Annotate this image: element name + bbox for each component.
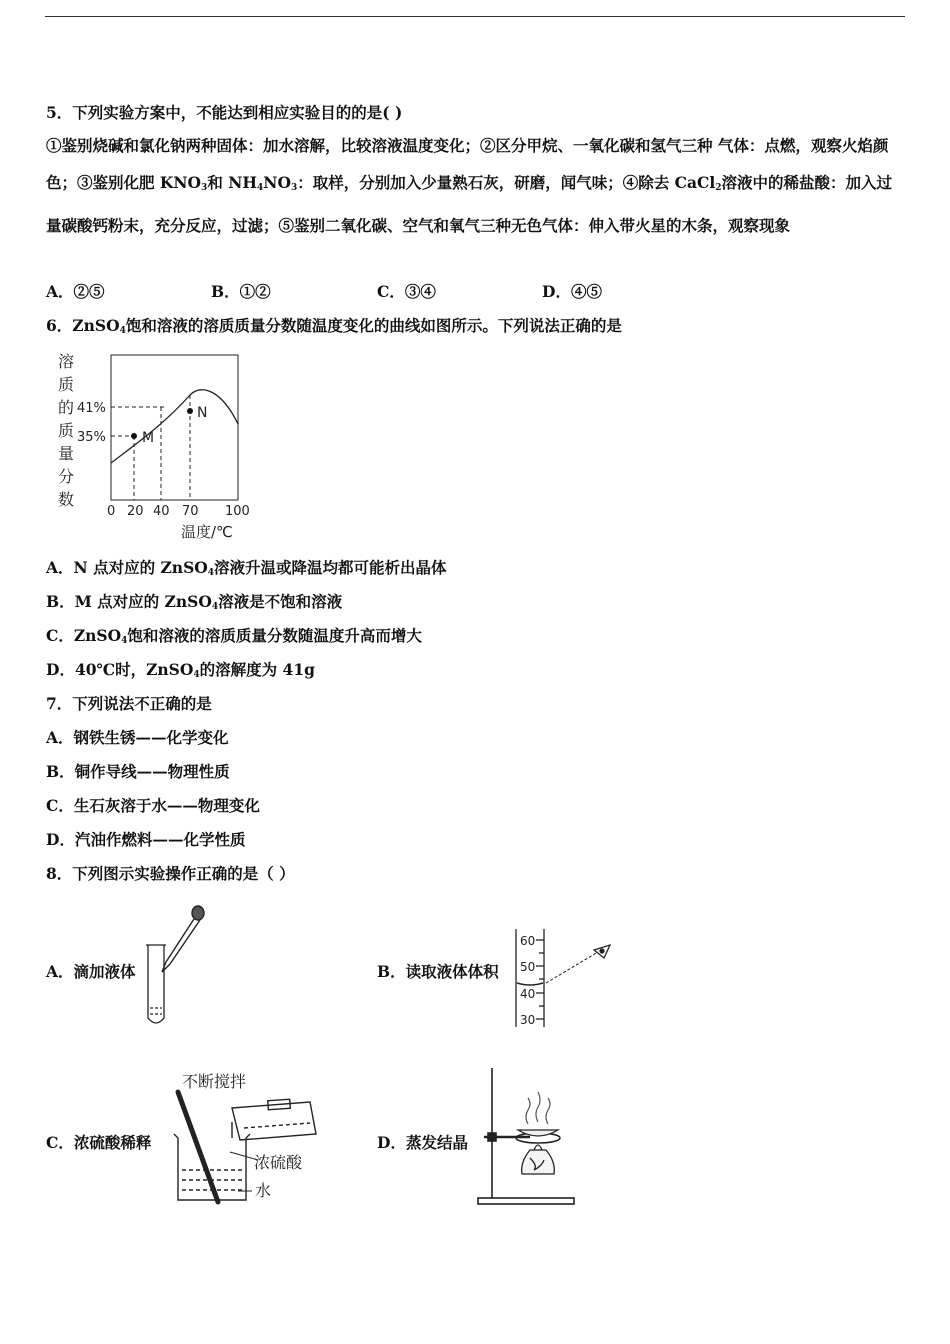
test-tube-icon <box>146 945 166 1023</box>
tick-50: 50 <box>520 960 536 974</box>
acid-bottle-icon <box>232 1099 316 1140</box>
q7-option-b: B．铜作导线——物理性质 <box>46 762 230 781</box>
point-m <box>131 433 137 439</box>
q7-option-a: A．钢铁生锈——化学变化 <box>46 728 229 747</box>
solubility-curve <box>111 390 238 463</box>
alcohol-lamp-icon <box>522 1145 555 1174</box>
x-tick-0: 0 <box>107 504 116 519</box>
iron-stand-icon <box>478 1068 574 1204</box>
y-axis-label <box>58 352 74 509</box>
q6-option-d: D．40℃时，ZnSO$_4$的溶解度为 41g <box>46 660 315 680</box>
y-tick-35: 35% <box>77 430 106 445</box>
q6-option-b: B．M 点对应的 ZnSO$_4$溶液是不饱和溶液 <box>46 592 343 612</box>
svg-text:量: 量 <box>58 444 75 463</box>
q5-option-b: B．①② <box>211 282 271 301</box>
q7-option-d: D．汽油作燃料——化学性质 <box>46 830 246 849</box>
svg-text:的: 的 <box>58 398 75 417</box>
point-m-label: M <box>142 430 155 446</box>
q6-option-c: C．ZnSO$_4$饱和溶液的溶质质量分数随温度升高而增大 <box>46 626 422 646</box>
x-tick-20: 20 <box>127 504 144 519</box>
q8-stem: 8．下列图示实验操作正确的是（ ） <box>46 864 295 883</box>
q7-option-c: C．生石灰溶于水——物理变化 <box>46 796 260 815</box>
solubility-chart <box>50 345 265 545</box>
q7-stem: 7．下列说法不正确的是 <box>46 694 212 713</box>
gridline-41-right <box>165 395 190 407</box>
tick-60: 60 <box>520 934 536 948</box>
label-acid: 浓硫酸 <box>254 1153 303 1172</box>
q5-stem: 5．下列实验方案中，不能达到相应实验目的的是( ) <box>46 103 403 122</box>
dropper-figure <box>140 900 220 1030</box>
q6-option-a: A．N 点对应的 ZnSO$_4$溶液升温或降温均都可能析出晶体 <box>46 558 447 578</box>
label-stir: 不断搅拌 <box>182 1072 247 1091</box>
sight-line <box>546 952 598 983</box>
tick-30: 30 <box>520 1013 536 1027</box>
q5-option-a: A．②⑤ <box>46 282 105 301</box>
cylinder-figure <box>510 925 620 1035</box>
evaporation-figure <box>470 1062 585 1207</box>
x-tick-70: 70 <box>182 504 199 519</box>
plot-frame <box>111 355 238 500</box>
point-n <box>187 408 193 414</box>
evaporating-dish-icon <box>518 1130 558 1136</box>
q5-body: ①鉴别烧碱和氯化钠两种固体：加水溶解，比较溶液温度变化；②区分甲烷、一氧化碳和氢气三种 气体：点燃，观察火焰颜色；③鉴别化肥 $KNO_3$和 $NH_4NO_3$：取样，分别加入少量熟石灰，研磨，闻气味；④除去 CaCl$_2$溶液中的稀盐酸：加入过量碳酸钙粉末，充分反应，过滤；⑤鉴别二氧化碳、空气和氧气三种无色气体：伸入带火星的木条，观察现象 <box>46 136 893 235</box>
svg-text:数: 数 <box>58 490 75 509</box>
tick-40: 40 <box>520 987 536 1001</box>
eye-icon <box>594 945 610 958</box>
dropper-icon <box>162 906 204 972</box>
y-tick-41: 41% <box>77 401 106 416</box>
q5-option-d: D．④⑤ <box>542 282 602 301</box>
steam-icon <box>526 1092 550 1124</box>
stirring-rod-icon <box>178 1092 218 1202</box>
q8-option-b: B．读取液体体积 <box>377 962 499 981</box>
q8-option-a: A．滴加液体 <box>46 962 136 981</box>
q5-option-c: C．③④ <box>377 282 436 301</box>
label-water: 水 <box>255 1181 272 1200</box>
x-axis-label: 温度/℃ <box>181 523 233 541</box>
q8-option-d: D．蒸发结晶 <box>377 1133 468 1152</box>
x-tick-40: 40 <box>153 504 170 519</box>
svg-text:质: 质 <box>58 421 75 440</box>
svg-text:质: 质 <box>58 375 75 394</box>
x-tick-100: 100 <box>225 504 250 519</box>
q8-option-c: C．浓硫酸稀释 <box>46 1133 152 1152</box>
q6-stem: 6．ZnSO$_4$饱和溶液的溶质质量分数随温度变化的曲线如图所示。下列说法正确的是 <box>46 316 622 336</box>
point-n-label: N <box>197 405 208 421</box>
beaker-icon <box>174 1134 250 1200</box>
top-rule <box>45 16 905 17</box>
svg-text:溶: 溶 <box>58 352 75 371</box>
dilution-figure <box>160 1062 350 1212</box>
svg-text:分: 分 <box>58 467 75 486</box>
